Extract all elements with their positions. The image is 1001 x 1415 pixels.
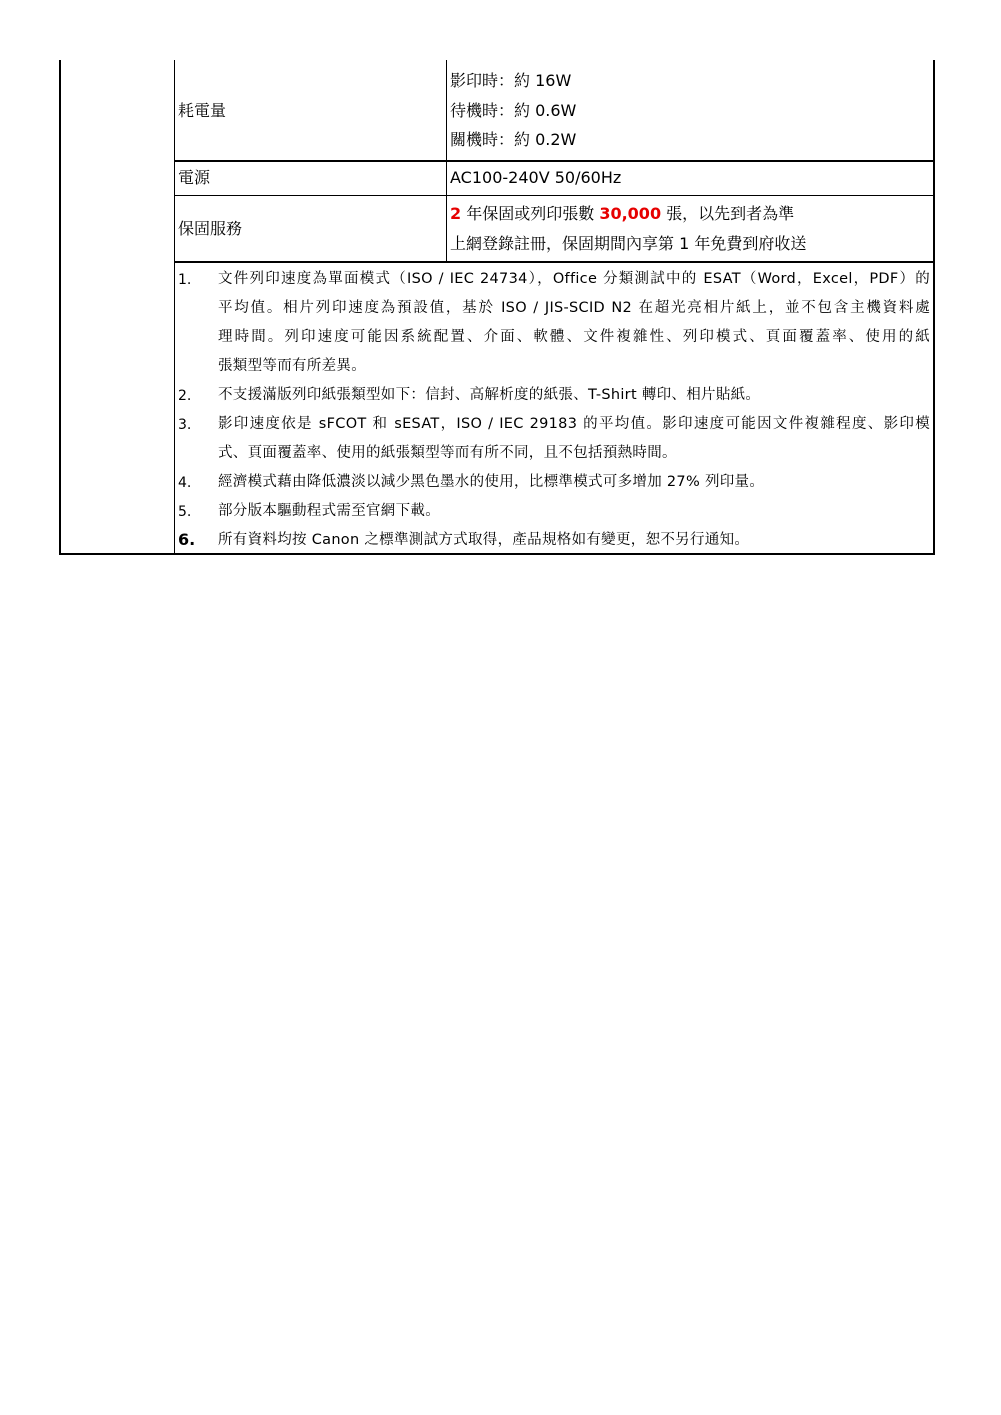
warranty-line-1 (450, 204, 794, 224)
note-number: 5. (178, 504, 192, 520)
note-line: 所有資料均按 Canon 之標準測試方式取得，產品規格如有變更，恕不另行通知。 (218, 532, 750, 548)
note-line: 影印速度依是 sFCOT 和 sESAT，ISO / IEC 29183 的平均值。影印速度可能因文件複雜程度、影印模 (218, 416, 930, 432)
warranty-end-text: 張，以先到者為準 (661, 204, 795, 223)
note-line: 經濟模式藉由降低濃淡以減少黑色墨水的使用，比標準模式可多增加 27% 列印量。 (218, 474, 765, 490)
note-line: 文件列印速度為單面模式（ISO / IEC 24734），Office 分類測試中的 ESAT（Word，Excel，PDF）的 (218, 271, 930, 287)
warranty-pages: 30,000 (599, 204, 662, 223)
warranty-line-2: 上網登錄註冊，保固期間內享第 1 年免費到府收送 (450, 234, 807, 253)
warranty-years: 2 (450, 204, 462, 223)
note-line: 理時間。列印速度可能因系統配置、介面、軟體、文件複雜性、列印模式、頁面覆蓋率、使用的紙 (218, 329, 930, 345)
table-left-border (59, 60, 61, 555)
row-divider (174, 261, 935, 263)
note-line: 不支援滿版列印紙張類型如下：信封、高解析度的紙張、T-Shirt 轉印、相片貼紙。 (218, 387, 761, 403)
power-supply-label: 電源 (178, 168, 211, 187)
note-number: 4. (178, 475, 192, 491)
note-line: 張類型等而有所差異。 (218, 358, 366, 374)
note-number: 3. (178, 417, 192, 433)
power-supply-value: AC100-240V 50/60Hz (450, 168, 622, 187)
row-divider (174, 195, 935, 196)
note-number: 1. (178, 272, 192, 288)
warranty-mid-text: 年保固或列印張數 (461, 204, 600, 223)
label-column-border (174, 60, 175, 555)
note-line: 部分版本驅動程式需至官網下載。 (218, 503, 440, 519)
table-right-border (933, 60, 935, 555)
note-line: 平均值。相片列印速度為預設值，基於 ISO / JIS-SCID N2 在超光亮相片紙上，並不包含主機資料處 (218, 300, 930, 316)
note-number: 2. (178, 388, 192, 404)
power-consumption-off: 關機時：約 0.2W (450, 130, 577, 149)
power-consumption-copy: 影印時：約 16W (450, 71, 572, 90)
warranty-label: 保固服務 (178, 219, 243, 238)
note-line: 式、頁面覆蓋率、使用的紙張類型等而有所不同，且不包括預熱時間。 (218, 445, 677, 461)
table-bottom-border (59, 553, 935, 555)
power-consumption-label: 耗電量 (178, 101, 227, 120)
note-number: 6. (178, 530, 196, 549)
row-divider (174, 160, 935, 162)
power-consumption-standby: 待機時：約 0.6W (450, 101, 577, 120)
